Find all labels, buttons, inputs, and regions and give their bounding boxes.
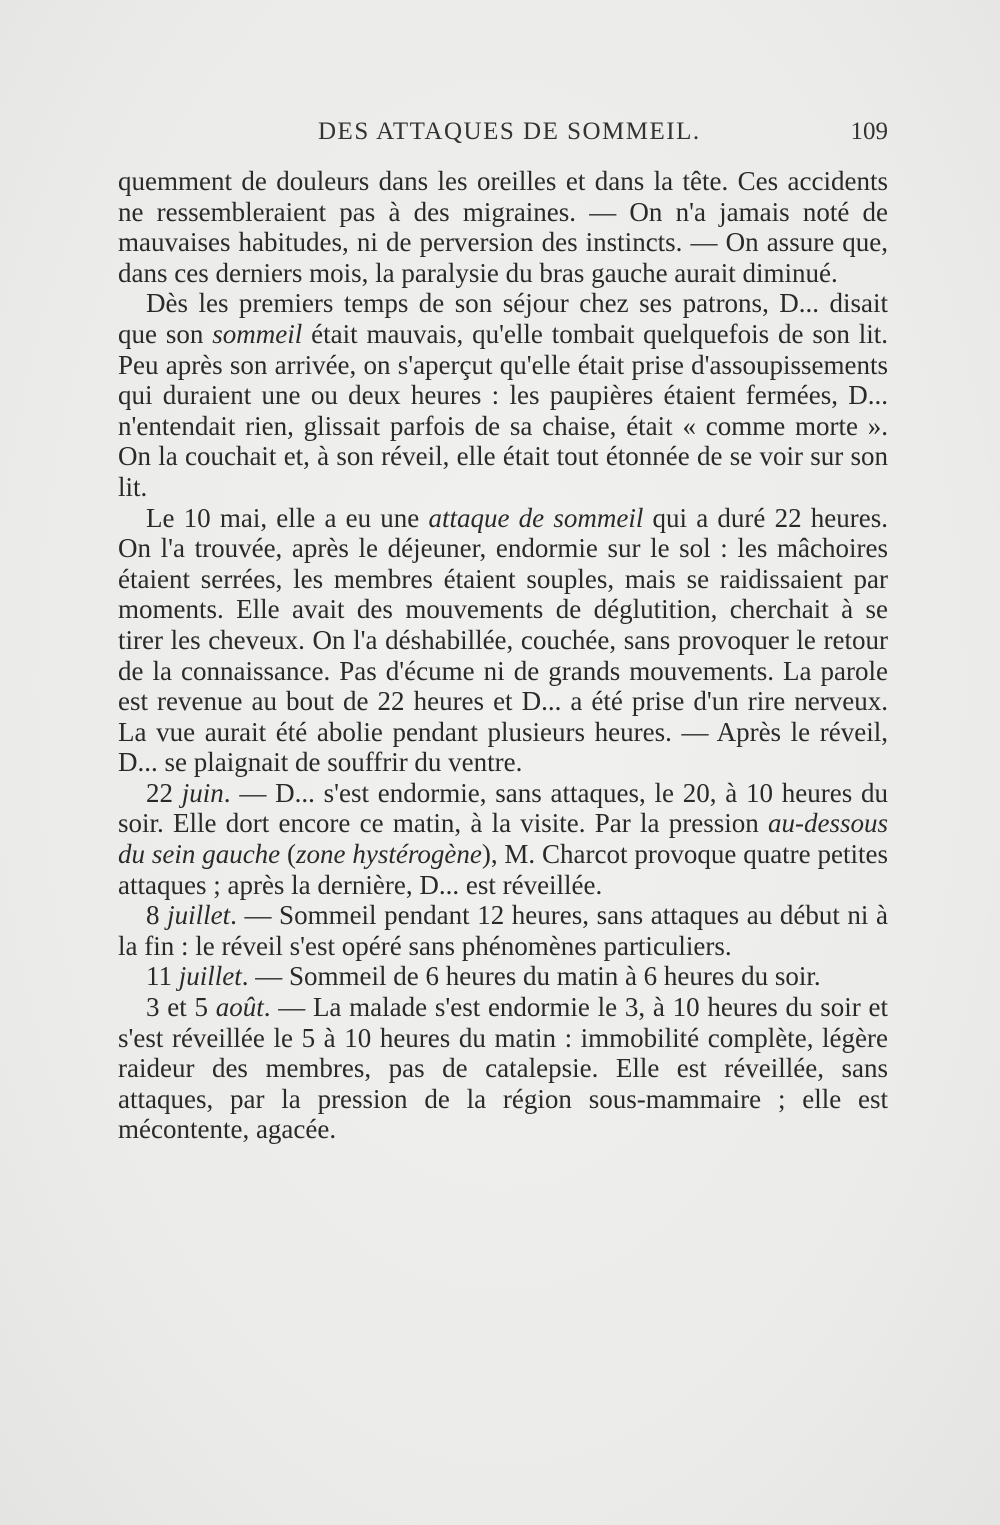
text-run: 22 <box>146 777 182 808</box>
italic-run: août <box>215 992 264 1023</box>
text-run: quemment de douleurs dans les oreilles et dans la tête. Ces accidents ne ressembleraient pas à des migraines. — On n'a jamais noté de mauvaises habitudes, ni de perversion des instincts. — On assure que, dans ces derniers mois, la paralysie du bras gauche aurait diminué. <box>118 166 888 288</box>
text-run: était mauvais, qu'elle tombait quelquefois de son lit. Peu après son arrivée, on s'aperçut qu'elle était prise d'assoupissements qui duraient une ou deux heures : les paupières étaient fermées, D... n'entendait rien, glissait parfois de sa chaise, était « comme morte ». On la couchait et, à son réveil, elle était tout étonnée de se voir sur son lit. <box>118 318 888 502</box>
text-run: 3 et 5 <box>146 992 216 1023</box>
paragraph-june-22 <box>118 778 888 900</box>
text-run: ), M. Charcot provoque quatre petites attaques ; après la dernière, D... est réveillée. <box>118 839 888 900</box>
text-run: . — Sommeil de 6 heures du matin à 6 heures du soir. <box>241 961 821 992</box>
text-run: 11 <box>146 961 179 992</box>
text-run: ( <box>280 839 297 870</box>
italic-run: juillet <box>167 900 231 931</box>
italic-run: au-dessous du sein gauche <box>118 808 888 870</box>
paragraph-august-3-5 <box>118 992 888 1145</box>
text-run: . — La malade s'est endormie le 3, à 10 heures du soir et s'est réveillée le 5 à 10 heures du matin : immobilité complète, légère raideur des membres, pas de catalepsie. Elle est réveillée, sans attaques, par la pression de la région sous-mammaire ; elle est mécontente, agacée. <box>118 992 888 1145</box>
italic-run: sommeil <box>212 318 303 349</box>
italic-run: zone hystérogène <box>296 839 482 870</box>
text-run: Dès les premiers temps de son séjour chez ses patrons, D... disait que son <box>118 288 888 349</box>
text-run: Le 10 mai, elle a eu une <box>146 502 429 533</box>
text-run: . — D... s'est endormie, sans attaques, le 20, à 10 heures du soir. Elle dort encore ce matin, à la visite. Par la pression <box>118 777 888 839</box>
running-head <box>118 118 888 158</box>
paragraph-sleep-habits <box>118 288 888 502</box>
text-run: . — Sommeil pendant 12 heures, sans attaques au début ni à la fin : le réveil s'est opéré sans phénomènes particuliers. <box>118 900 889 961</box>
paragraph-july-8 <box>118 900 888 961</box>
paragraph-may-10-attack <box>118 503 888 778</box>
italic-run: juillet <box>178 961 242 992</box>
paragraph-july-11 <box>118 961 888 992</box>
page-number: 109 <box>850 118 888 145</box>
text-run: 8 <box>146 900 168 931</box>
paragraph-continuation <box>118 166 888 288</box>
running-title: DES ATTAQUES DE SOMMEIL. <box>318 118 701 145</box>
body-text <box>118 166 888 1145</box>
italic-run: attaque de sommeil <box>428 502 644 533</box>
text-run: qui a duré 22 heures. On l'a trouvée, après le déjeuner, endormie sur le sol : les mâchoires étaient serrées, les membres étaient souples, mais se raidissaient par moments. Elle avait des mouvements de déglutition, cherchait à se tirer les cheveux. On l'a déshabillée, couchée, sans provoquer le retour de la connaissance. Pas d'écume ni de grands mouvements. La parole est revenue au bout de 22 heures et D... a été prise d'un rire nerveux. La vue aurait été abolie pendant plusieurs heures. — Après le réveil, D... se plaignait de souffrir du ventre. <box>118 502 889 778</box>
italic-run: juin <box>181 777 224 808</box>
